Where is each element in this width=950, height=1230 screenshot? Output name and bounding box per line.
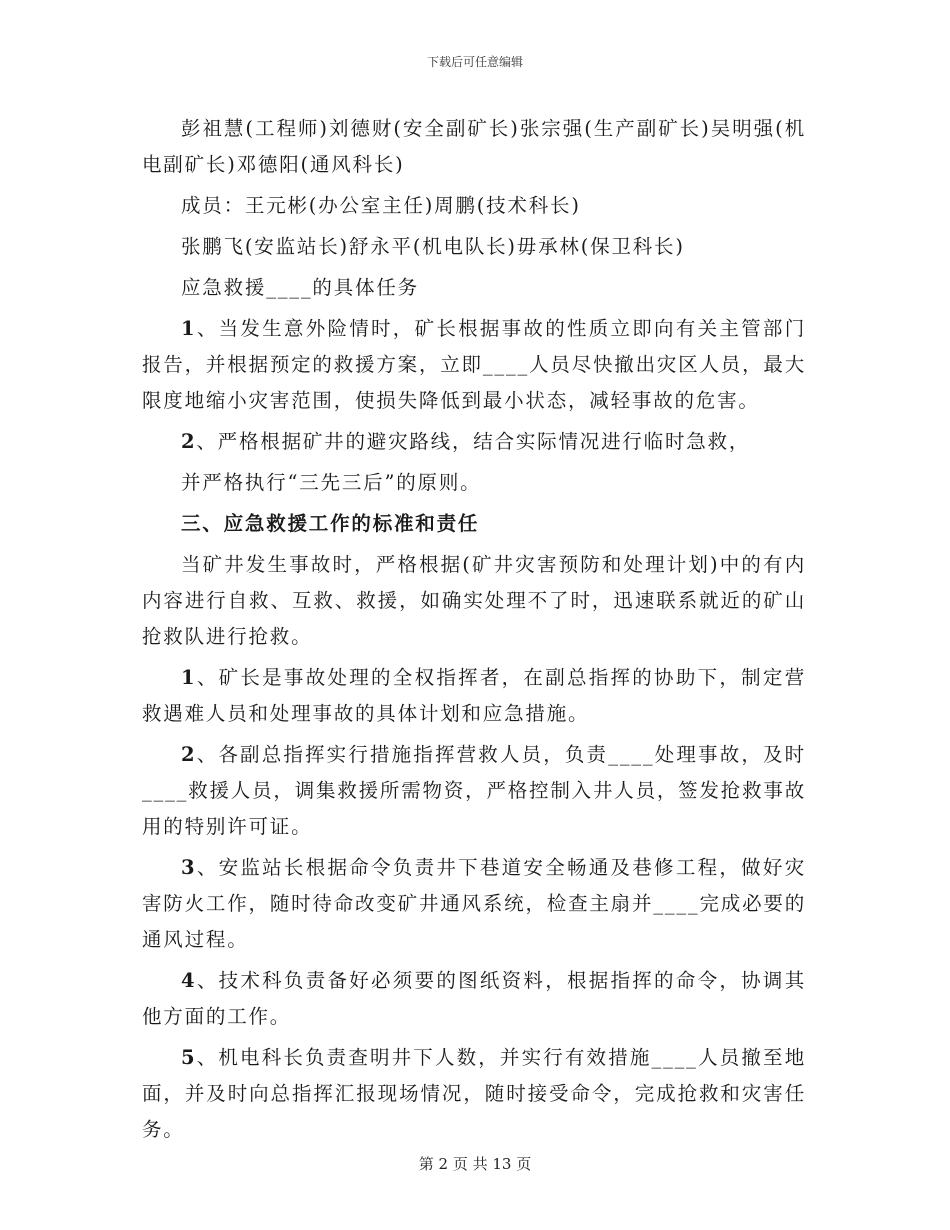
paragraph-task-2-cont: 并严格执行“三先三后”的原则。 xyxy=(181,471,482,494)
item-text: 、严格根据矿井的避灾路线，结合实际情况进行临时急救， xyxy=(196,430,751,453)
paragraph-members: 成员：王元彬(办公室主任)周鹏(技术科长) xyxy=(181,194,581,217)
item-number: 1 xyxy=(181,666,197,689)
item-number: 3 xyxy=(181,856,197,879)
item-number: 5 xyxy=(181,1046,197,1069)
paragraph-task-2 xyxy=(142,424,806,460)
paragraph-leaders: 彭祖慧(工程师)刘德财(安全副矿长)张宗强(生产副矿长)吴明强(机电副矿长)邓德阳(通风科长) xyxy=(142,117,806,176)
section-heading-3: 三、应急救援工作的标准和责任 xyxy=(181,512,480,535)
paragraph-task-title: 应急救援____的具体任务 xyxy=(181,276,419,299)
paragraph-duty-5 xyxy=(142,1040,806,1148)
paragraph-section-intro: 当矿井发生事故时，严格根据(矿井灾害预防和处理计划)中的有内内容进行自救、互救、救援，如确实处理不了时，迅速联系就近的矿山抢救队进行抢救。 xyxy=(142,553,806,648)
item-text: 、技术科负责备好必须要的图纸资料，根据指挥的命令，协调其他方面的工作。 xyxy=(142,969,806,1028)
paragraph-duty-3 xyxy=(142,850,806,958)
paragraph-duty-4 xyxy=(142,963,806,1035)
paragraph-task-1 xyxy=(142,311,806,419)
page-footer: 第 2 页 共 13 页 xyxy=(418,1155,532,1173)
item-text: 、当发生意外险情时，矿长根据事故的性质立即向有关主管部门报告，并根据预定的救援方案，立即____人员尽快撤出灾区人员，最大限度地缩小灾害范围，使损失降低到最小状态，减轻事故的危害。 xyxy=(142,317,806,412)
page-header: 下载后可任意编辑 xyxy=(426,55,523,69)
item-text: 、各副总指挥实行措施指挥营救人员，负责____处理事故，及时____救援人员，调集救援所需物资，严格控制入井人员，签发抢救事故用的特别许可证。 xyxy=(142,743,806,838)
item-text: 、机电科长负责查明井下人数，并实行有效措施____人员撤至地面，并及时向总指挥汇报现场情况，随时接受命令，完成抢救和灾害任务。 xyxy=(142,1046,806,1141)
item-number: 1 xyxy=(181,317,197,340)
item-number: 4 xyxy=(181,969,197,992)
document-body xyxy=(142,111,806,1153)
paragraph-members-cont: 张鹏飞(安监站长)舒永平(机电队长)毋承林(保卫科长) xyxy=(181,235,685,258)
paragraph-duty-2 xyxy=(142,737,806,845)
item-number: 2 xyxy=(181,430,197,453)
item-text: 、安监站长根据命令负责井下巷道安全畅通及巷修工程，做好灾害防火工作，随时待命改变矿井通风系统，检查主扇并____完成必要的通风过程。 xyxy=(142,856,806,951)
paragraph-duty-1 xyxy=(142,660,806,732)
item-number: 2 xyxy=(181,743,197,766)
item-text: 、矿长是事故处理的全权指挥者，在副总指挥的协助下，制定营救遇难人员和处理事故的具体计划和应急措施。 xyxy=(142,666,806,725)
